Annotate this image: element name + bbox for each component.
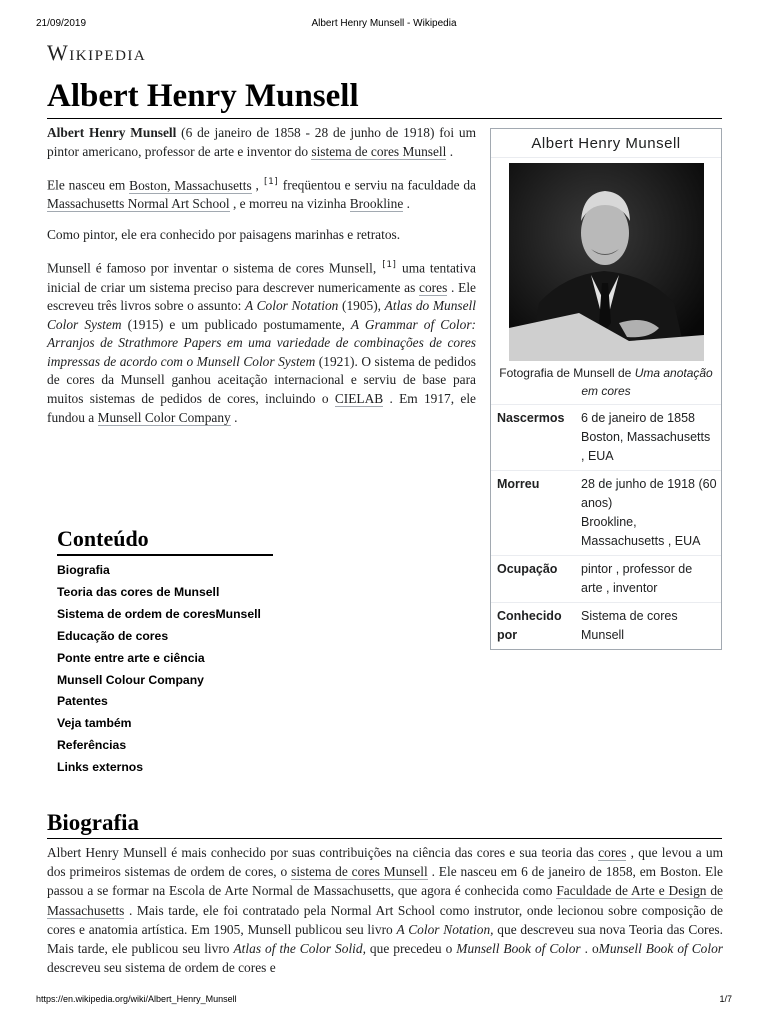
lead-paragraph-4: Munsell é famoso por inventar o sistema de cores Munsell, [1] uma tentativa inicial de criar um sistema preciso para descrever numericamente as cores . Ele escreveu três livros sobre o assunto: A Color Notation (1905), Atlas do Munsell Color System (1915) e um publicado postumamente, A Grammar of Color: Arranjos de Strathmore Papers em uma variedade de combinações de cores impressas de acordo com o Munsell Color System (1921). O sistema de pedidos de cores da Munsell ganhou aceitação internacional e serviu de base para muitos sistemas de pedidos de cores, incluindo o CIELAB . Em 1917, ele fundou a Munsell Color Company . bbox=[47, 260, 476, 425]
reference-1[interactable]: [1] bbox=[262, 177, 279, 188]
toc-item-patentes[interactable]: Patentes bbox=[57, 694, 108, 709]
infobox-row-died bbox=[491, 470, 721, 555]
infobox-row-known-for bbox=[491, 602, 721, 649]
page-title: Albert Henry Munsell bbox=[47, 74, 722, 119]
toc-item-biografia[interactable]: Biografia bbox=[57, 563, 110, 577]
toc-item-sistema[interactable]: Sistema de ordem de coresMunsell bbox=[57, 606, 261, 621]
toc-item-ponte[interactable]: Ponte entre arte e ciência bbox=[57, 650, 205, 665]
link-munsell-color-company[interactable]: Munsell Color Company bbox=[97, 409, 231, 425]
print-title: Albert Henry Munsell - Wikipedia bbox=[311, 18, 457, 29]
section-heading-biografia: Biografia bbox=[47, 808, 722, 839]
link-cores[interactable]: cores bbox=[598, 845, 627, 860]
infobox-title: Albert Henry Munsell bbox=[491, 129, 721, 158]
toc-item-veja[interactable]: Veja também bbox=[57, 716, 132, 731]
toc-title: Conteúdo bbox=[57, 524, 273, 556]
table-of-contents bbox=[57, 524, 273, 779]
infobox-label: Nascermos bbox=[497, 411, 565, 425]
toc-item-referencias[interactable]: Referências bbox=[57, 738, 127, 753]
link-cores[interactable]: cores bbox=[419, 279, 448, 295]
infobox-value: 6 de janeiro de 1858 Boston, Massachusetts , EUA bbox=[581, 411, 711, 463]
link-boston[interactable]: Boston, Massachusetts bbox=[129, 177, 252, 193]
print-date: 21/09/2019 bbox=[36, 18, 87, 29]
link-massachusetts-college-of-art[interactable]: Faculdade de Arte e Design de Massachusetts bbox=[47, 883, 723, 918]
link-munsell-color-system[interactable]: sistema de cores Munsell bbox=[291, 864, 428, 880]
subject-name: Albert Henry Munsell bbox=[47, 125, 177, 140]
photo-caption: Fotografia de Munsell de Uma anotação em cores bbox=[499, 366, 713, 398]
infobox-row-occupation bbox=[491, 555, 721, 602]
link-massachusetts-normal-art-school[interactable]: Massachusetts Normal Art School bbox=[47, 196, 230, 212]
infobox bbox=[490, 128, 722, 650]
link-munsell-color-system[interactable]: sistema de cores Munsell bbox=[311, 143, 447, 159]
link-brookline[interactable]: Brookline bbox=[349, 196, 404, 212]
infobox-value: 28 de junho de 1918 (60 anos) Brookline, Massachusetts , EUA bbox=[581, 477, 717, 548]
infobox-value: Sistema de cores Munsell bbox=[581, 609, 678, 642]
portrait-photo[interactable] bbox=[509, 163, 704, 361]
biografia-body bbox=[47, 843, 723, 977]
reference-1[interactable]: [1] bbox=[380, 260, 398, 271]
wikipedia-logo[interactable]: Wikipedia bbox=[47, 40, 147, 65]
infobox-label: Ocupação bbox=[497, 562, 558, 576]
infobox-label: Morreu bbox=[497, 477, 540, 491]
print-header bbox=[36, 18, 732, 32]
infobox-value: pintor , professor de arte , inventor bbox=[581, 562, 693, 595]
infobox-label: Conhecido por bbox=[497, 609, 562, 642]
toc-item-teoria[interactable]: Teoria das cores de Munsell bbox=[57, 584, 220, 599]
toc-item-company[interactable]: Munsell Colour Company bbox=[57, 672, 204, 687]
toc-item-educacao[interactable]: Educação de cores bbox=[57, 628, 169, 643]
biografia-paragraph: Albert Henry Munsell é mais conhecido por suas contribuições na ciência das cores e sua teoria das cores , que levou a um dos primeiros sistemas de ordem de cores, o sistema de cores Munsell . Ele nasceu em 6 de janeiro de 1858, em Boston. Ele passou a se formar na Escola de Arte Normal de Massachusetts, que agora é conhecida como Faculdade de Arte e Design de Massachusetts . Mais tarde, ele foi contratado pela Normal Art School como instrutor, onde lecionou sobre composição de cores e anatomia artística. Em 1905, Munsell publicou seu livro A Color Notation, que descreveu sua nova Teoria das Cores. Mais tarde, ele publicou seu livro Atlas of the Color Solid, que precedeu o Munsell Book of Color . oMunsell Book of Color descreveu seu sistema de ordem de cores e bbox=[47, 845, 723, 976]
lead-paragraph-1: Albert Henry Munsell (6 de janeiro de 1858 - 28 de junho de 1918) foi um pintor americano, professor de arte e inventor do sistema de cores Munsell . bbox=[47, 125, 477, 159]
toc-item-links[interactable]: Links externos bbox=[57, 760, 144, 775]
lead-paragraph-2: Ele nasceu em Boston, Massachusetts , [1] freqüentou e serviu na faculdade da Massachusetts Normal Art School , e morreu na vizinha Brookline . bbox=[47, 177, 477, 212]
page-number: 1/7 bbox=[719, 994, 732, 1004]
print-footer bbox=[36, 994, 732, 1008]
link-cielab[interactable]: CIELAB bbox=[334, 391, 384, 407]
page-url: https://en.wikipedia.org/wiki/Albert_Henry_Munsell bbox=[36, 994, 237, 1004]
lead-section bbox=[47, 124, 476, 439]
lead-paragraph-3: Como pintor, ele era conhecido por paisagens marinhas e retratos. bbox=[47, 226, 401, 242]
infobox-row-born bbox=[491, 404, 721, 470]
toc-list bbox=[57, 560, 273, 779]
